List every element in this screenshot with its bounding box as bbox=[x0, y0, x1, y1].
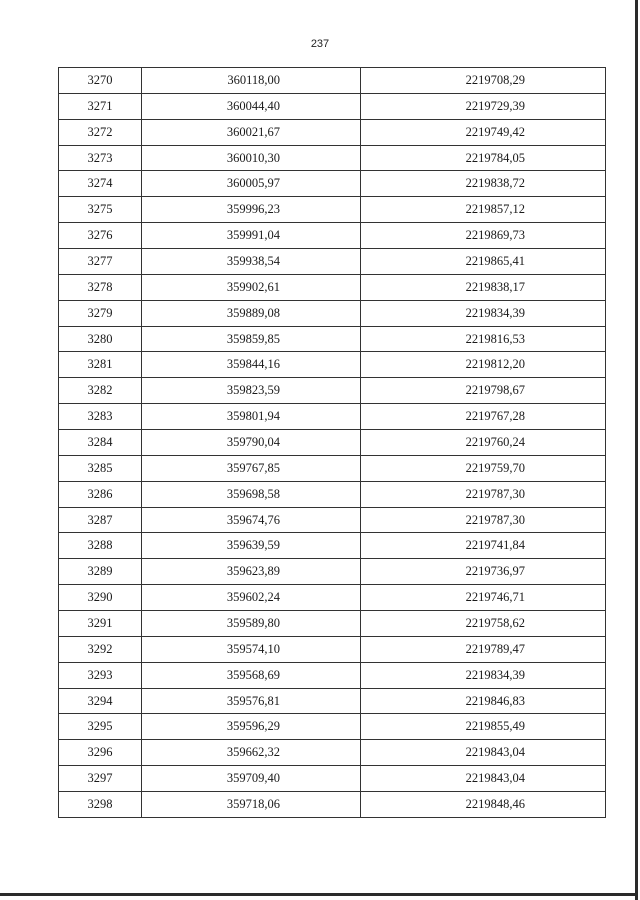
point-number-cell: 3270 bbox=[59, 68, 142, 94]
y-coordinate-cell: 2219741,84 bbox=[361, 533, 606, 559]
point-number-cell: 3286 bbox=[59, 481, 142, 507]
y-coordinate-cell: 2219789,47 bbox=[361, 636, 606, 662]
table-row bbox=[59, 119, 606, 145]
y-coordinate-cell: 2219865,41 bbox=[361, 249, 606, 275]
point-number-cell: 3271 bbox=[59, 93, 142, 119]
point-number-cell: 3276 bbox=[59, 223, 142, 249]
y-coordinate-cell: 2219843,04 bbox=[361, 740, 606, 766]
scan-edge-right bbox=[635, 0, 638, 900]
table-row bbox=[59, 197, 606, 223]
x-coordinate-cell: 360021,67 bbox=[142, 119, 361, 145]
x-coordinate-cell: 359574,10 bbox=[142, 636, 361, 662]
table-row bbox=[59, 326, 606, 352]
x-coordinate-cell: 359790,04 bbox=[142, 430, 361, 456]
table-row bbox=[59, 792, 606, 818]
y-coordinate-cell: 2219759,70 bbox=[361, 455, 606, 481]
page-number: 237 bbox=[310, 38, 330, 50]
point-number-cell: 3280 bbox=[59, 326, 142, 352]
x-coordinate-cell: 359698,58 bbox=[142, 481, 361, 507]
x-coordinate-cell: 359589,80 bbox=[142, 611, 361, 637]
table-row bbox=[59, 145, 606, 171]
point-number-cell: 3284 bbox=[59, 430, 142, 456]
x-coordinate-cell: 359996,23 bbox=[142, 197, 361, 223]
table-row bbox=[59, 300, 606, 326]
y-coordinate-cell: 2219736,97 bbox=[361, 559, 606, 585]
table-row bbox=[59, 559, 606, 585]
table-row bbox=[59, 223, 606, 249]
x-coordinate-cell: 359823,59 bbox=[142, 378, 361, 404]
y-coordinate-cell: 2219767,28 bbox=[361, 404, 606, 430]
x-coordinate-cell: 359859,85 bbox=[142, 326, 361, 352]
x-coordinate-cell: 359938,54 bbox=[142, 249, 361, 275]
y-coordinate-cell: 2219838,17 bbox=[361, 274, 606, 300]
point-number-cell: 3297 bbox=[59, 766, 142, 792]
table-row bbox=[59, 714, 606, 740]
y-coordinate-cell: 2219855,49 bbox=[361, 714, 606, 740]
x-coordinate-cell: 360010,30 bbox=[142, 145, 361, 171]
x-coordinate-cell: 359718,06 bbox=[142, 792, 361, 818]
x-coordinate-cell: 359902,61 bbox=[142, 274, 361, 300]
y-coordinate-cell: 2219843,04 bbox=[361, 766, 606, 792]
x-coordinate-cell: 360118,00 bbox=[142, 68, 361, 94]
y-coordinate-cell: 2219834,39 bbox=[361, 662, 606, 688]
table-row bbox=[59, 740, 606, 766]
y-coordinate-cell: 2219758,62 bbox=[361, 611, 606, 637]
coordinates-table bbox=[58, 67, 606, 818]
point-number-cell: 3273 bbox=[59, 145, 142, 171]
table-row bbox=[59, 352, 606, 378]
y-coordinate-cell: 2219787,30 bbox=[361, 507, 606, 533]
y-coordinate-cell: 2219816,53 bbox=[361, 326, 606, 352]
point-number-cell: 3295 bbox=[59, 714, 142, 740]
y-coordinate-cell: 2219848,46 bbox=[361, 792, 606, 818]
y-coordinate-cell: 2219869,73 bbox=[361, 223, 606, 249]
y-coordinate-cell: 2219812,20 bbox=[361, 352, 606, 378]
point-number-cell: 3279 bbox=[59, 300, 142, 326]
y-coordinate-cell: 2219798,67 bbox=[361, 378, 606, 404]
point-number-cell: 3281 bbox=[59, 352, 142, 378]
point-number-cell: 3290 bbox=[59, 585, 142, 611]
x-coordinate-cell: 359674,76 bbox=[142, 507, 361, 533]
coordinates-table-body bbox=[59, 68, 606, 818]
scan-edge-bottom bbox=[0, 893, 636, 896]
table-row bbox=[59, 378, 606, 404]
point-number-cell: 3274 bbox=[59, 171, 142, 197]
x-coordinate-cell: 360044,40 bbox=[142, 93, 361, 119]
table-row bbox=[59, 507, 606, 533]
table-row bbox=[59, 404, 606, 430]
y-coordinate-cell: 2219729,39 bbox=[361, 93, 606, 119]
x-coordinate-cell: 359639,59 bbox=[142, 533, 361, 559]
y-coordinate-cell: 2219787,30 bbox=[361, 481, 606, 507]
point-number-cell: 3298 bbox=[59, 792, 142, 818]
y-coordinate-cell: 2219749,42 bbox=[361, 119, 606, 145]
y-coordinate-cell: 2219746,71 bbox=[361, 585, 606, 611]
x-coordinate-cell: 359576,81 bbox=[142, 688, 361, 714]
x-coordinate-cell: 359568,69 bbox=[142, 662, 361, 688]
point-number-cell: 3277 bbox=[59, 249, 142, 275]
y-coordinate-cell: 2219857,12 bbox=[361, 197, 606, 223]
table-row bbox=[59, 93, 606, 119]
y-coordinate-cell: 2219846,83 bbox=[361, 688, 606, 714]
point-number-cell: 3293 bbox=[59, 662, 142, 688]
point-number-cell: 3282 bbox=[59, 378, 142, 404]
table-row bbox=[59, 430, 606, 456]
y-coordinate-cell: 2219834,39 bbox=[361, 300, 606, 326]
x-coordinate-cell: 359596,29 bbox=[142, 714, 361, 740]
x-coordinate-cell: 359801,94 bbox=[142, 404, 361, 430]
point-number-cell: 3289 bbox=[59, 559, 142, 585]
point-number-cell: 3296 bbox=[59, 740, 142, 766]
table-row bbox=[59, 481, 606, 507]
table-row bbox=[59, 68, 606, 94]
point-number-cell: 3292 bbox=[59, 636, 142, 662]
table-row bbox=[59, 688, 606, 714]
x-coordinate-cell: 359662,32 bbox=[142, 740, 361, 766]
point-number-cell: 3272 bbox=[59, 119, 142, 145]
point-number-cell: 3288 bbox=[59, 533, 142, 559]
y-coordinate-cell: 2219760,24 bbox=[361, 430, 606, 456]
point-number-cell: 3287 bbox=[59, 507, 142, 533]
x-coordinate-cell: 359889,08 bbox=[142, 300, 361, 326]
y-coordinate-cell: 2219838,72 bbox=[361, 171, 606, 197]
point-number-cell: 3291 bbox=[59, 611, 142, 637]
x-coordinate-cell: 359767,85 bbox=[142, 455, 361, 481]
x-coordinate-cell: 359709,40 bbox=[142, 766, 361, 792]
table-row bbox=[59, 585, 606, 611]
point-number-cell: 3294 bbox=[59, 688, 142, 714]
table-row bbox=[59, 171, 606, 197]
point-number-cell: 3275 bbox=[59, 197, 142, 223]
point-number-cell: 3283 bbox=[59, 404, 142, 430]
table-row bbox=[59, 249, 606, 275]
table-row bbox=[59, 766, 606, 792]
y-coordinate-cell: 2219784,05 bbox=[361, 145, 606, 171]
point-number-cell: 3278 bbox=[59, 274, 142, 300]
y-coordinate-cell: 2219708,29 bbox=[361, 68, 606, 94]
x-coordinate-cell: 359623,89 bbox=[142, 559, 361, 585]
table-row bbox=[59, 662, 606, 688]
table-row bbox=[59, 636, 606, 662]
coordinates-table-container bbox=[58, 67, 606, 818]
table-row bbox=[59, 274, 606, 300]
x-coordinate-cell: 359991,04 bbox=[142, 223, 361, 249]
x-coordinate-cell: 360005,97 bbox=[142, 171, 361, 197]
x-coordinate-cell: 359602,24 bbox=[142, 585, 361, 611]
x-coordinate-cell: 359844,16 bbox=[142, 352, 361, 378]
table-row bbox=[59, 533, 606, 559]
table-row bbox=[59, 455, 606, 481]
point-number-cell: 3285 bbox=[59, 455, 142, 481]
table-row bbox=[59, 611, 606, 637]
